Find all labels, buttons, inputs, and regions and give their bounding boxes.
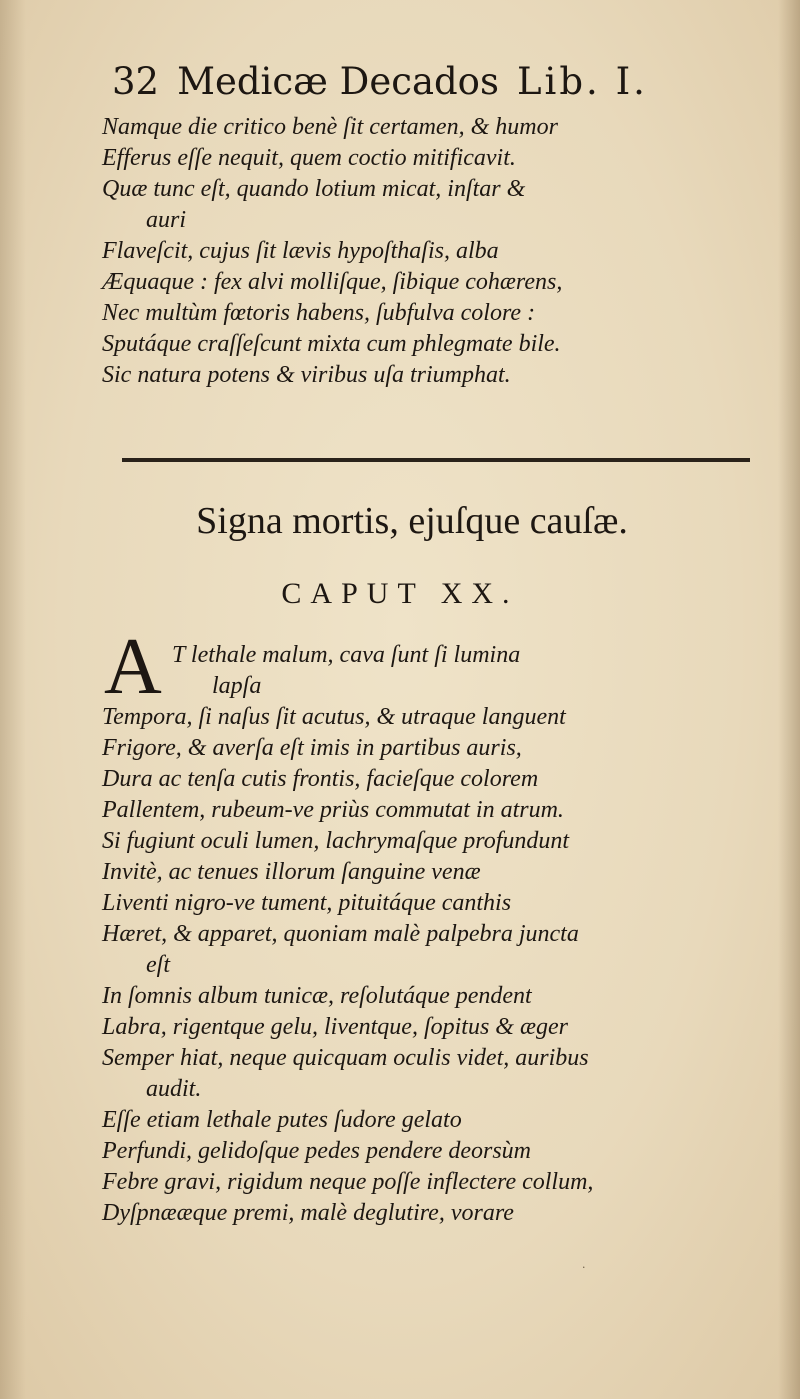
running-title: Medicæ Decados xyxy=(177,60,499,103)
running-header xyxy=(112,56,712,108)
verse-line: Namque die critico benè ſit certamen, & humor xyxy=(102,114,558,140)
verse-line: Dyſpnææque premi, malè deglutire, vorare xyxy=(102,1200,514,1226)
book-number: Lib. I. xyxy=(516,60,648,103)
verse-line: Nec multùm fœtoris habens, ſubfulva colore : xyxy=(102,300,536,326)
verse-line: Sic natura potens & viribus uſa triumphat. xyxy=(102,362,511,388)
verse-line: In ſomnis album tunicæ, reſolutáque pendent xyxy=(102,983,532,1009)
drop-cap: A xyxy=(104,623,162,711)
verse-line: Semper hiat, neque quicquam oculis videt, auribus xyxy=(102,1045,589,1071)
verse-line: Pallentem, rubeum-ve priùs commutat in atrum. xyxy=(102,797,564,823)
section-divider-rule xyxy=(122,458,750,462)
verse-line: Quæ tunc eſt, quando lotium micat, inſtar & xyxy=(102,176,526,202)
verse-line: Perfundi, gelidoſque pedes pendere deorsùm xyxy=(102,1138,532,1164)
verse-line: Sputáque craſſeſcunt mixta cum phlegmate bile. xyxy=(102,331,561,357)
verse-line: auri xyxy=(146,207,187,233)
verse-line: Tempora, ſi naſus ſit acutus, & utraque languent xyxy=(102,704,566,730)
verse-line: Dura ac tenſa cutis frontis, facieſque colorem xyxy=(102,766,539,792)
page-edge-shadow-left xyxy=(0,0,26,1399)
verse-line: Frigore, & averſa eſt imis in partibus auris, xyxy=(102,735,522,761)
verse-block-bottom xyxy=(102,640,782,1229)
verse-line: Si fugiunt oculi lumen, lachrymaſque profundunt xyxy=(102,828,570,854)
verse-line: Invitè, ac tenues illorum ſanguine venæ xyxy=(102,859,481,885)
paper-speck: · xyxy=(582,1261,586,1274)
verse-line: Æquaque : fex alvi molliſque, ſibique cohærens, xyxy=(102,269,563,295)
verse-line: T lethale malum, cava ſunt ſi lumina xyxy=(172,642,521,668)
verse-line: Febre gravi, rigidum neque poſſe inflectere collum, xyxy=(102,1169,594,1195)
page-number: 32 xyxy=(112,60,160,103)
verse-line: audit. xyxy=(146,1076,202,1102)
verse-line: lapſa xyxy=(212,673,262,699)
verse-block-top xyxy=(102,112,782,391)
verse-line: Flaveſcit, cujus ſit lævis hypoſthaſis, alba xyxy=(102,238,499,264)
verse-line: Hæret, & apparet, quoniam malè palpebra juncta xyxy=(102,921,579,947)
verse-line: Eſſe etiam lethale putes ſudore gelato xyxy=(102,1107,462,1133)
verse-line: eſt xyxy=(146,952,170,978)
section-title: Signa mortis, ejuſque cauſæ. xyxy=(196,500,628,542)
verse-line: Labra, rigentque gelu, liventque, ſopitus & æger xyxy=(102,1014,568,1040)
chapter-heading: CAPUT XX. xyxy=(281,577,519,610)
verse-line: Efferus eſſe nequit, quem coctio mitificavit. xyxy=(102,145,516,171)
verse-line: Liventi nigro-ve tument, pituitáque canthis xyxy=(102,890,512,916)
